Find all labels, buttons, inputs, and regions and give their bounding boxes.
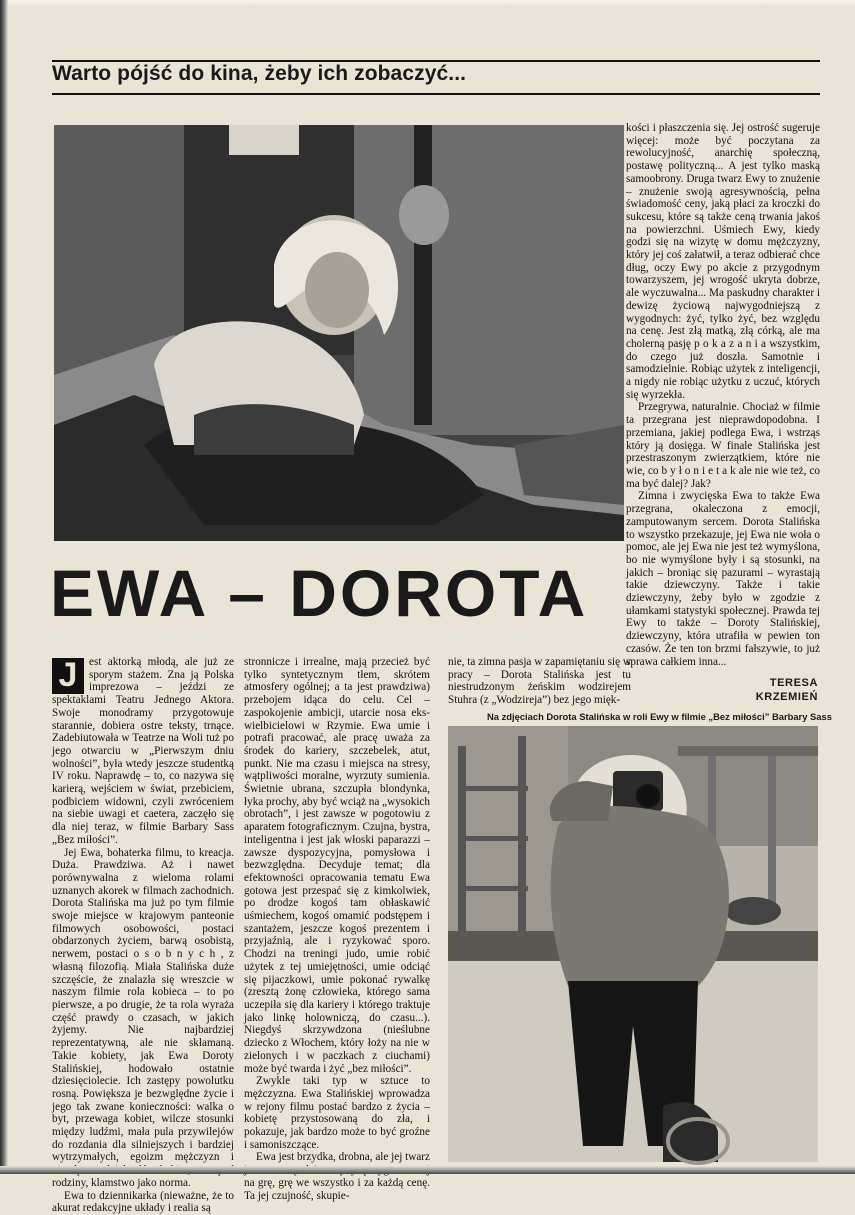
article-author bbox=[700, 676, 818, 704]
paragraph bbox=[52, 656, 234, 847]
photo-caption: Na zdjęciach Dorota Stalińska w roli Ewy w filmie „Bez miłości” Barbary Sass bbox=[487, 711, 832, 722]
page-bottom-edge bbox=[0, 1166, 855, 1174]
page-left-edge bbox=[0, 0, 8, 1174]
paragraph: Ewa to dziennikarka (nieważne, że to akurat redakcyjne układy i realia są bbox=[52, 1189, 234, 1215]
article-column-right bbox=[626, 122, 820, 668]
paragraph: kości i płaszczenia się. Jej ostrość sugeruje więcej: może być poczytana za rewolucyjność, anarchię społeczną, postawę polityczną... A jest tylko maską samoobrony. Druga twarz Ewy to znużenie – znużenie swoją agresywnością, pełna świadomość ceny, jaką płaci za kroczki do sukcesu, które są także ceną trwania jakoś na powierzchni. Uśmiech Ewy, kiedy godzi się na wizytę w domu mężczyzny, który jej coś załatwił, a teraz odbierać chce dług, oczy Ewy po akcie z przygodnym towarzyszem, jej wrogość ukryta dobrze, ale wyczuwalna... Ma paskudny charakter i dewizę życiową najwygodniejszą z wygodnych: żyć, tylko żyć, bez względu na cenę. Jest złą matką, złą córką, ale ma cholerną pasję p o k a z a n i a wszystkim, do czego już doszła. Samotnie i samodzielnie. Robiąc użytek z inteligencji, a nigdy nie robiąc użytku z uczuć, których się wyrzekła. bbox=[626, 122, 820, 401]
paragraph: Przegrywa, naturalnie. Chociaż w filmie ta przegrana jest nieprawdopodobna. I przemiana, jakiej podlega Ewa, i wstrząs który ją dosięga. W finale Stalińska jest przestraszonym zwierzątkiem, które nie wie, co b y ł o n i e t a k ale nie wie też, co ma być dalej? Jak? bbox=[626, 401, 820, 490]
section-header-title: Warto pójść do kina, żeby ich zobaczyć... bbox=[52, 62, 467, 85]
article-headline: EWA – DOROTA bbox=[50, 556, 589, 630]
paragraph: nie, ta zimna pasja w zapamiętaniu się w pracy – Dorota Stalińska jest tu niestrudzonym żeńskim wodzirejem Stuhra (z „Wodzireja”) bez jego mięk- bbox=[448, 656, 631, 707]
article-column-3 bbox=[448, 656, 631, 707]
article-column-1 bbox=[52, 656, 234, 1215]
header-rule-bottom bbox=[52, 93, 820, 95]
photo-woman-on-bed bbox=[54, 125, 624, 541]
paragraph: Zimna i zwycięska Ewa to także Ewa przegrana, okaleczona z emocji, zamputowanym sercem. Dorota Stalińska to wszystko przekazuje, jej Ewa nie woła o pomoc, ale jej Ewa nie jest też wymyślona, bo nie wymyślone były i są stosunki, na jakich – broniąc się pazurami – wyrastają takie dziewczyny. Także i takie dziewczyny, żeby było w zgodzie z ułamkami statystyki społecznej. Prawda tej Ewy to także – Doroty Stalińskiej, dziewczyny, która utrafiła w pewien ton czasów. Że ten ton brzmi fałszywie, to już sprawa całkiem inna... bbox=[626, 490, 820, 668]
author-last-name: KRZEMIEŃ bbox=[755, 691, 818, 703]
paragraph: stronnicze i irrealne, mają przecież być tylko syntetycznym tłem, skrótem atmosfery ogólnej; a ta jest prawdziwa) przebojem idąca do celu. Cel – zaspokojenie ambicji, utarcie nosa eks-wielbicielowi w Rzymie. Ewa umie i potrafi pracować, ale pracę uważa za środek do kariery, szczebelek, atut, punkt. Nie ma czasu i miejsca na stresy, wątpliwości moralne, wyrzuty sumienia. Świetnie ubrana, szczupła blondynka, łyka prochy, aby być wciąż na „wysokich obrotach”, i jest zawsze w pogotowiu z aparatem fotograficznym. Czujna, bystra, inteligentna i jest jak włoski paparazzi – zawsze dyspozycyjna, pomysłowa i bezwzględna. Decyduje temat; dla efektowności opracowania tematu Ewa gotowa jest przespać się z kimkolwiek, po drodze kogoś tam obłaskawić uśmiechem, kogoś omamić podstępem i szantażem, jeszcze kogoś prezentem i przyjaźnią, ale i ryzykować sporo. Chodzi na treningi judo, umie robić użytek z tej umiejętności, umie odciąć się pijaczkowi, umie pokonać rywalkę (zresztą żonę człowieka, którego sama uczepiła się dla kariery i którego traktuje jako linkę holowniczą, do czasu...). Niegdyś skrzywdzona (nieślubne dziecko z Włochem, który łoży na nie w zielonych i w paczkach z ciuchami) może być twarda i żyć „bez miłości”. bbox=[244, 656, 430, 1075]
paragraph: Ewa jest brzydka, drobna, ale jej twarz na grę, grę we wszystko i za każdą cenę. Ta jej czujność, skupie- bbox=[244, 1151, 430, 1202]
author-first-name: TERESA bbox=[769, 677, 818, 689]
article-column-2 bbox=[244, 656, 430, 1202]
paragraph: Jej Ewa, bohaterka filmu, to kreacja. Duża. Prawdziwa. Aż i nawet porównywalna z wieloma rolami uznanych akorek w filmach zachodnich. Dorota Stalińska ma już po tym filmie swoje miejsce w krajowym panteonie filmowych osobowości, postaci obdarzonych życiem, barwą osobistą, nerwem, postaci o s o b n y c h , z własną filozofią. Miała Stalińska duże szczęście, że znalazła się wreszcie w naszym filmie rola kobieca – to po pierwsze, a po drugie, że ta rola wyraża część prawdy o czasach, w jakich żyjemy. Nie najbardziej reprezentatywną, ale nie skłamaną. Takie kobiety, jak Ewa Doroty Stalińskiej, hodowało ostatnie dziesięciolecie. Ich zastępy powolutku rosną. Powiększa je bezwględne życie i jego tak zwane konieczności: walka o byt, przewaga kobiet, wilcze stosunki między ludźmi, mała pula przywilejów do rozdania dla silniejszych i bardziej wytrzymałych, egoizm mężczyzn i rodziny, klamstwo jako norma. bbox=[52, 846, 234, 1189]
drop-cap: J bbox=[52, 658, 84, 694]
paragraph-text: est aktorką młodą, ale już ze sporym stażem. Zna ją Polska imprezowa – jeździ ze spektaklami Teatru Jednego Aktora. Swoje monodramy przygotowuje starannie, dobiera ostre teksty, trnące. Zadebiutowała w Teatrze na Woli tuż po jego otwarciu w „Pierwszym dniu wolności”, była wtedy jeszcze studentką IV roku. Naprawdę – to, co nazywa się karierą, wejściem w świat, przebiciem, podbiciem widowni, czyli zwróceniem na siebie uwagi et caetera, zaczęło się dla niej teraz, w filmie Barbary Sass „Bez miłości”. bbox=[52, 656, 234, 846]
paragraph: Zwykle taki typ w sztuce to mężczyzna. Ewa Stalińskiej wprowadza w rejony filmu postać bardzo z życia – kobietę przystosowaną do zła, i pokazuje, jak bardzo może to być groźne i samoniszczące. bbox=[244, 1075, 430, 1151]
page-top-edge bbox=[0, 0, 855, 6]
photo-woman-with-camera bbox=[448, 726, 818, 1162]
